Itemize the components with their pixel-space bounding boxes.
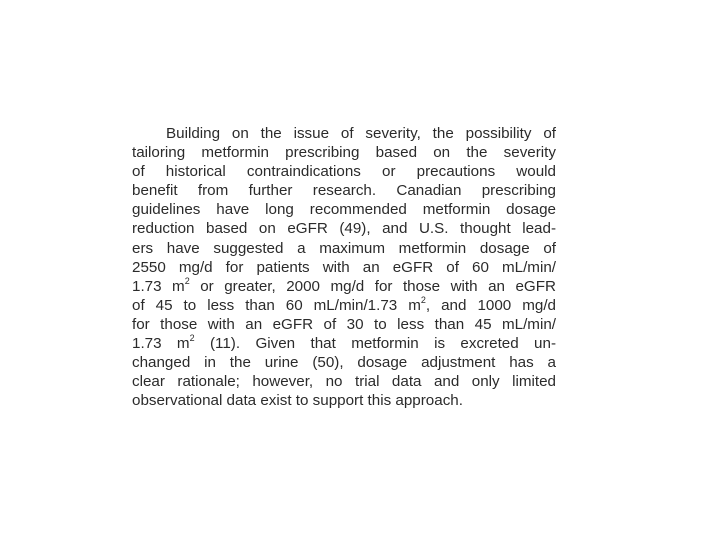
text-line xyxy=(132,334,556,353)
body-paragraph xyxy=(132,124,556,410)
text-line: benefit from further research. Canadian prescribing xyxy=(132,182,556,200)
text-line: ers have suggested a maximum metformin dosage of xyxy=(132,239,556,257)
text-line: 2550 mg/d for patients with an eGFR of 60 mL/min/ xyxy=(132,258,556,276)
text-segment: 1.73 m xyxy=(132,335,190,353)
text-line xyxy=(132,277,556,296)
text-segment: , and 1000 mg/d xyxy=(425,296,556,314)
superscript: 2 xyxy=(420,294,426,305)
text-line xyxy=(132,296,556,315)
text-line: Building on the issue of severity, the possibility of xyxy=(166,125,556,142)
text-line: reduction based on eGFR (49), and U.S. thought lead- xyxy=(132,220,556,238)
text-segment: 1.73 m xyxy=(132,277,185,295)
text-line: of historical contraindications or precautions would xyxy=(132,163,556,181)
text-segment: of 45 to less than 60 mL/min/1.73 m xyxy=(132,296,421,314)
text-line: clear rationale; however, no trial data and only limited xyxy=(132,373,556,391)
text-segment: or greater, 2000 mg/d for those with an eGFR xyxy=(189,277,556,295)
superscript: 2 xyxy=(184,275,190,286)
superscript: 2 xyxy=(189,332,195,343)
text-line: for those with an eGFR of 30 to less than 45 mL/min/ xyxy=(132,315,556,333)
text-line: guidelines have long recommended metformin dosage xyxy=(132,201,556,219)
text-line: observational data exist to support this approach. xyxy=(132,392,463,410)
text-line: tailoring metformin prescribing based on the severity xyxy=(132,144,556,162)
text-line: changed in the urine (50), dosage adjustment has a xyxy=(132,354,556,372)
text-segment: (11). Given that metformin is excreted un- xyxy=(194,335,557,353)
